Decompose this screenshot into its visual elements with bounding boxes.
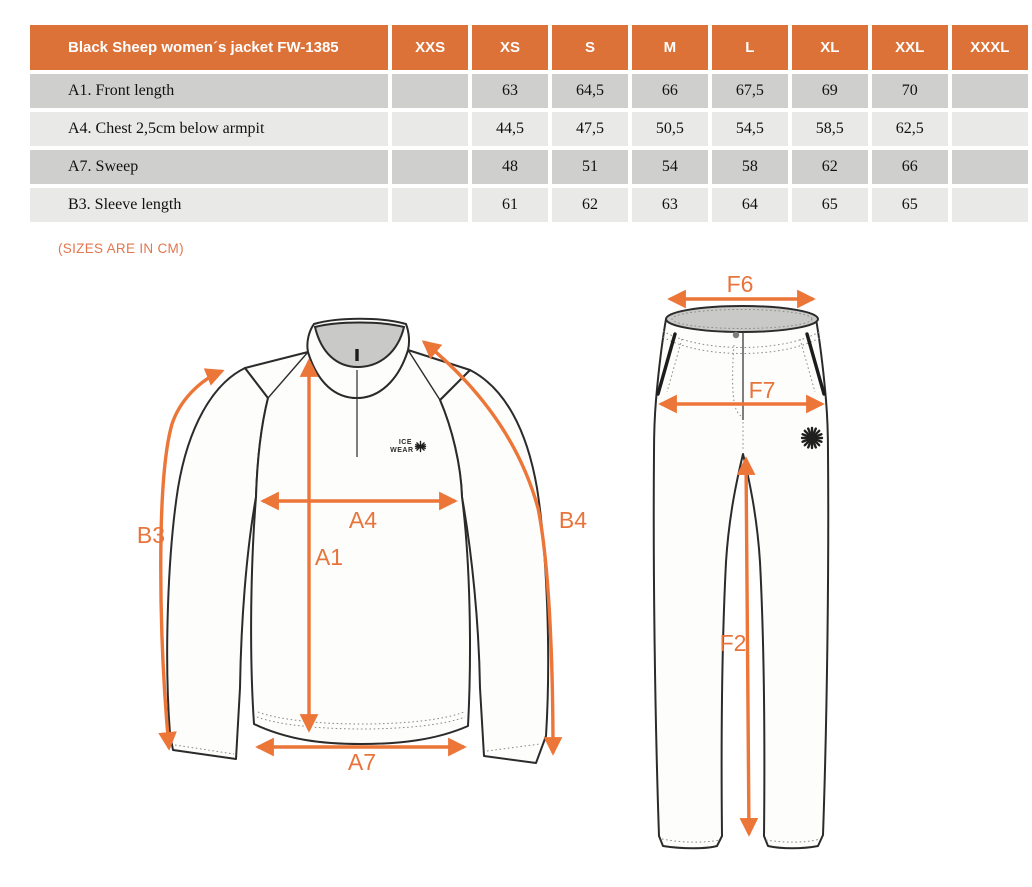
size-value: 65 xyxy=(872,188,948,222)
size-value xyxy=(392,112,468,146)
size-value: 63 xyxy=(632,188,708,222)
pants-label-f2: F2 xyxy=(719,630,747,656)
snowflake-icon xyxy=(802,428,822,448)
logo-text-wear: WEAR xyxy=(390,447,414,454)
size-value: 44,5 xyxy=(472,112,548,146)
size-value: 58,5 xyxy=(792,112,868,146)
pants-body xyxy=(654,319,829,848)
size-column-header: XXXL xyxy=(952,25,1028,70)
size-value: 66 xyxy=(632,74,708,108)
size-value: 50,5 xyxy=(632,112,708,146)
size-value: 54 xyxy=(632,150,708,184)
size-column-header: L xyxy=(712,25,788,70)
size-value xyxy=(392,150,468,184)
size-value: 63 xyxy=(472,74,548,108)
pants-button xyxy=(733,332,739,338)
size-value: 64 xyxy=(712,188,788,222)
row-label: A7. Sweep xyxy=(30,150,388,184)
size-value xyxy=(952,150,1028,184)
row-label: B3. Sleeve length xyxy=(30,188,388,222)
size-value: 62,5 xyxy=(872,112,948,146)
jacket-label-b3: B3 xyxy=(136,522,166,548)
size-column-header: XXS xyxy=(392,25,468,70)
size-chart-table xyxy=(26,21,1032,226)
size-value: 61 xyxy=(472,188,548,222)
size-value: 62 xyxy=(552,188,628,222)
sizes-unit-note: (SIZES ARE IN CM) xyxy=(58,241,184,256)
table-row xyxy=(30,74,1028,108)
jacket-label-a1: A1 xyxy=(314,544,344,570)
jacket-label-a7: A7 xyxy=(347,749,377,775)
pants-drawing xyxy=(654,271,829,848)
size-value xyxy=(952,74,1028,108)
table-row xyxy=(30,150,1028,184)
size-column-header: M xyxy=(632,25,708,70)
table-title: Black Sheep women´s jacket FW-1385 xyxy=(30,25,388,70)
row-label: A1. Front length xyxy=(30,74,388,108)
table-row xyxy=(30,188,1028,222)
size-value xyxy=(952,188,1028,222)
row-label: A4. Chest 2,5cm below armpit xyxy=(30,112,388,146)
snowflake-icon xyxy=(416,442,426,452)
size-value: 62 xyxy=(792,150,868,184)
size-value: 65 xyxy=(792,188,868,222)
logo-text-ice: ICE xyxy=(398,439,412,446)
measure-arrow-f2 xyxy=(746,459,749,834)
size-value: 70 xyxy=(872,74,948,108)
pants-label-f6: F6 xyxy=(726,271,754,297)
size-value: 69 xyxy=(792,74,868,108)
pants-label-f7: F7 xyxy=(748,377,776,403)
size-column-header: S xyxy=(552,25,628,70)
table-header-row xyxy=(30,25,1028,70)
size-value: 47,5 xyxy=(552,112,628,146)
size-value: 54,5 xyxy=(712,112,788,146)
size-value: 64,5 xyxy=(552,74,628,108)
measurement-diagrams xyxy=(0,270,1032,887)
size-value: 58 xyxy=(712,150,788,184)
jacket-drawing xyxy=(137,319,587,775)
size-value: 48 xyxy=(472,150,548,184)
size-value: 67,5 xyxy=(712,74,788,108)
size-column-header: XXL xyxy=(872,25,948,70)
size-value xyxy=(392,74,468,108)
jacket-label-a4: A4 xyxy=(348,507,378,533)
jacket-label-b4: B4 xyxy=(558,507,588,533)
size-value xyxy=(392,188,468,222)
size-column-header: XS xyxy=(472,25,548,70)
size-value: 51 xyxy=(552,150,628,184)
size-value xyxy=(952,112,1028,146)
size-column-header: XL xyxy=(792,25,868,70)
table-row xyxy=(30,112,1028,146)
size-value: 66 xyxy=(872,150,948,184)
